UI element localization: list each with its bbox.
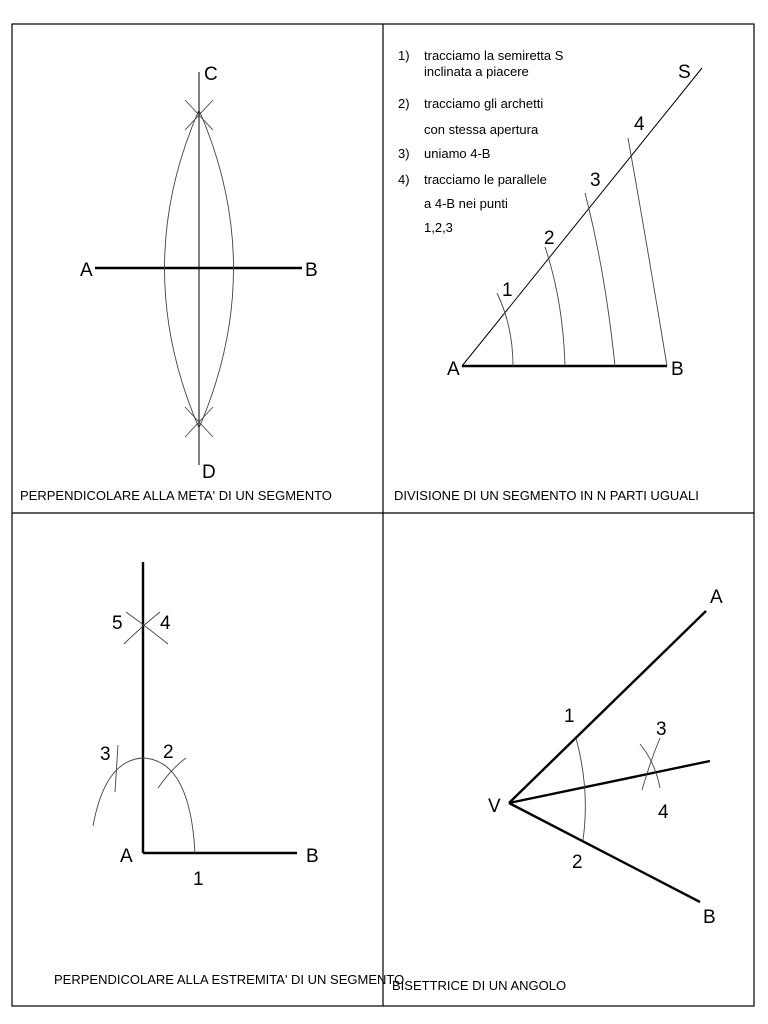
caption-bottom-right: BISETTRICE DI UN ANGOLO [392,978,567,993]
label-point-1: 1 [502,280,513,301]
ray-vb [509,803,700,902]
label-point-1: 1 [193,869,204,890]
label-a: A [120,846,133,867]
ray-s [462,68,702,366]
label-b: B [306,846,319,867]
label-point-5: 5 [112,613,123,634]
label-v: V [488,796,501,817]
label-a: A [447,359,460,380]
bisector [509,761,710,803]
parallel-1 [497,293,513,366]
label-point-2: 2 [163,742,174,763]
label-point-4: 4 [634,114,645,135]
panel-angle-bisector [392,587,723,993]
step-1-num: 1) [398,48,410,63]
label-a: A [80,260,93,281]
caption-top-right: DIVISIONE DI UN SEGMENTO IN N PARTI UGUALI [394,488,699,503]
arc-3 [640,744,660,788]
parallel-3 [585,193,615,366]
label-b: B [703,907,716,928]
caption-top-left: PERPENDICOLARE ALLA META' DI UN SEGMENTO [20,488,332,503]
step-1-line-2: inclinata a piacere [424,64,529,79]
label-point-2: 2 [544,228,555,249]
step-4-line-2: a 4-B nei punti [424,196,508,211]
label-point-4: 4 [160,613,171,634]
step-4-line-1: tracciamo le parallele [424,172,547,187]
label-point-3: 3 [100,744,111,765]
caption-bottom-left: PERPENDICOLARE ALLA ESTREMITA' DI UN SEGMENTO [54,972,405,987]
panel-perpendicular-endpoint [54,562,404,987]
parallel-2 [545,247,565,366]
step-2-num: 2) [398,96,410,111]
label-c: C [204,64,218,85]
step-4-num: 4) [398,172,410,187]
panel-perpendicular-bisector [20,64,332,503]
label-point-3: 3 [590,170,601,191]
step-1-line-1: tracciamo la semiretta S [424,48,564,63]
label-point-4: 4 [658,802,669,823]
label-point-1: 1 [564,706,575,727]
step-3-line-1: uniamo 4-B [424,146,491,161]
line-4-b [628,138,667,366]
label-point-3: 3 [656,719,667,740]
steps-list [398,48,564,235]
label-b: B [671,359,684,380]
step-2-line-2: con stessa apertura [424,122,539,137]
label-a: A [710,587,723,608]
label-point-2: 2 [572,852,583,873]
panel-segment-division [394,48,702,503]
label-s: S [678,62,691,83]
ray-va [509,611,706,803]
arc-4 [642,738,660,790]
step-4-line-3: 1,2,3 [424,220,453,235]
step-3-num: 3) [398,146,410,161]
label-d: D [202,462,216,483]
label-b: B [305,260,318,281]
step-2-line-1: tracciamo gli archetti [424,96,544,111]
